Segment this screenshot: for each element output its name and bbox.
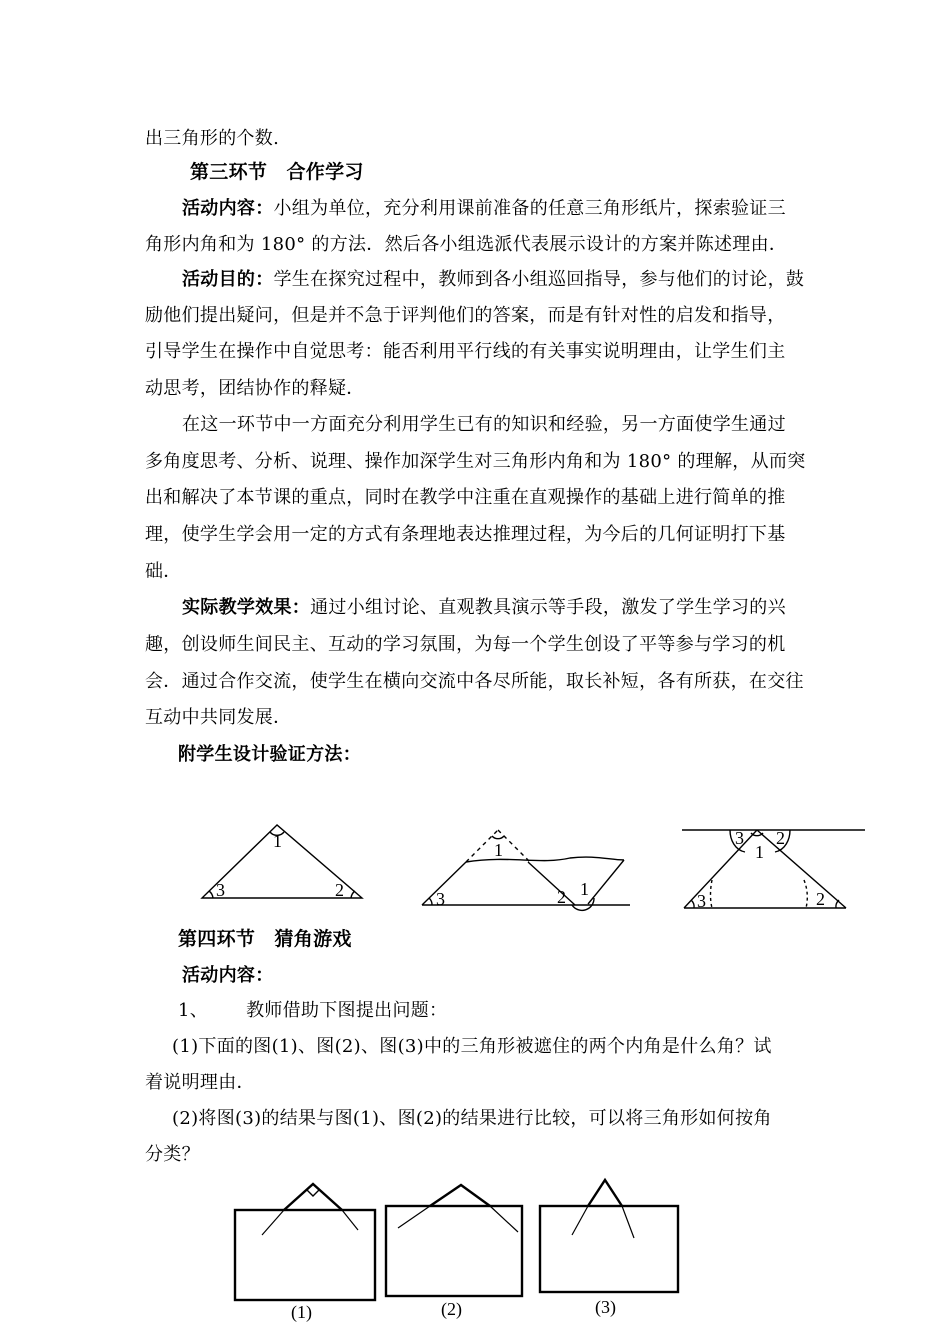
covered-triangle-3 [540,1180,678,1292]
paragraph-line: 础． [145,561,182,582]
paragraph-line: (1)下面的图(1)、图(2)、图(3)中的三角形被遮住的两个内角是什么角？试 [172,1036,772,1057]
text-run: 小组为单位，充分利用课前准备的任意三角形纸片，探索验证三 [273,198,786,219]
angle-label-1: 1 [755,842,764,862]
label-activity-purpose: 活动目的： [182,269,274,290]
paragraph-line: 角形内角和为 180° 的方法．然后各小组选派代表展示设计的方案并陈述理由． [145,234,788,255]
covered-triangle-1 [235,1184,375,1300]
list-text: 教师借助下图提出问题： [246,1000,448,1021]
section-heading-3: 第三环节 合作学习 [190,161,364,183]
angle-label-3: 3 [735,828,744,848]
text-run: 学生在探究过程中，教师到各小组巡回指导，参与他们的讨论，鼓 [273,269,805,290]
angle-label-3: 3 [436,889,445,909]
label-activity-content-2: 活动内容： [182,965,274,986]
paragraph-line: 在这一环节中一方面充分利用学生已有的知识和经验，另一方面使学生通过 [182,414,786,435]
text-run: 通过小组讨论、直观教具演示等手段，激发了学生学习的兴 [310,597,786,618]
paragraph-line: 动思考，团结协作的释疑． [145,378,365,399]
angle-label-2: 2 [816,889,825,909]
angle-label-1: 1 [494,840,503,860]
angle-label-1: 1 [273,831,282,851]
label-teaching-effect: 实际教学效果： [182,597,311,618]
list-number: 1、 [178,1000,209,1021]
paragraph-line: 多角度思考、分析、说理、操作加深学生对三角形内角和为 180° 的理解，从而突 [145,451,806,472]
paragraph-line: 会．通过合作交流，使学生在横向交流中各尽所能，取长补短，各有所获，在交往 [145,671,804,692]
angle-label-3: 3 [697,891,706,911]
angle-label-2: 2 [335,880,344,900]
section-heading-4: 第四环节 猜角游戏 [178,928,352,950]
paragraph-line: 理，使学生学会用一定的方式有条理地表达推理过程，为今后的几何证明打下基 [145,524,786,545]
paragraph-line: (2)将图(3)的结果与图(1)、图(2)的结果进行比较，可以将三角形如何按角 [172,1108,772,1129]
angle-label-2: 2 [776,828,785,848]
paragraph-line: 趣，创设师生间民主、互动的学习氛围，为每一个学生创设了平等参与学习的机 [145,634,786,655]
paragraph-line: 出三角形的个数. [145,128,280,149]
paragraph-line: 着说明理由． [145,1072,255,1093]
paragraph-line: 出和解决了本节课的重点，同时在教学中注重在直观操作的基础上进行简单的推 [145,487,786,508]
paragraph-line: 分类？ [145,1144,200,1165]
figure-caption-1: (1) [291,1302,312,1322]
figure-caption-2: (2) [441,1299,462,1319]
figure-caption-3: (3) [595,1297,616,1317]
paragraph-line: 引导学生在操作中自觉思考：能否利用平行线的有关事实说明理由，让学生们主 [145,341,786,362]
angle-label-2: 2 [557,887,566,907]
label-activity-content: 活动内容： [182,198,274,219]
attachment-heading: 附学生设计验证方法： [178,744,361,765]
paragraph-line: 互动中共同发展． [145,707,292,728]
covered-triangle-2 [386,1185,522,1296]
paragraph-line: 励他们提出疑问，但是并不急于评判他们的答案，而是有针对性的启发和指导， [145,305,786,326]
angle-label-1: 1 [580,879,589,899]
angle-label-3: 3 [216,880,225,900]
